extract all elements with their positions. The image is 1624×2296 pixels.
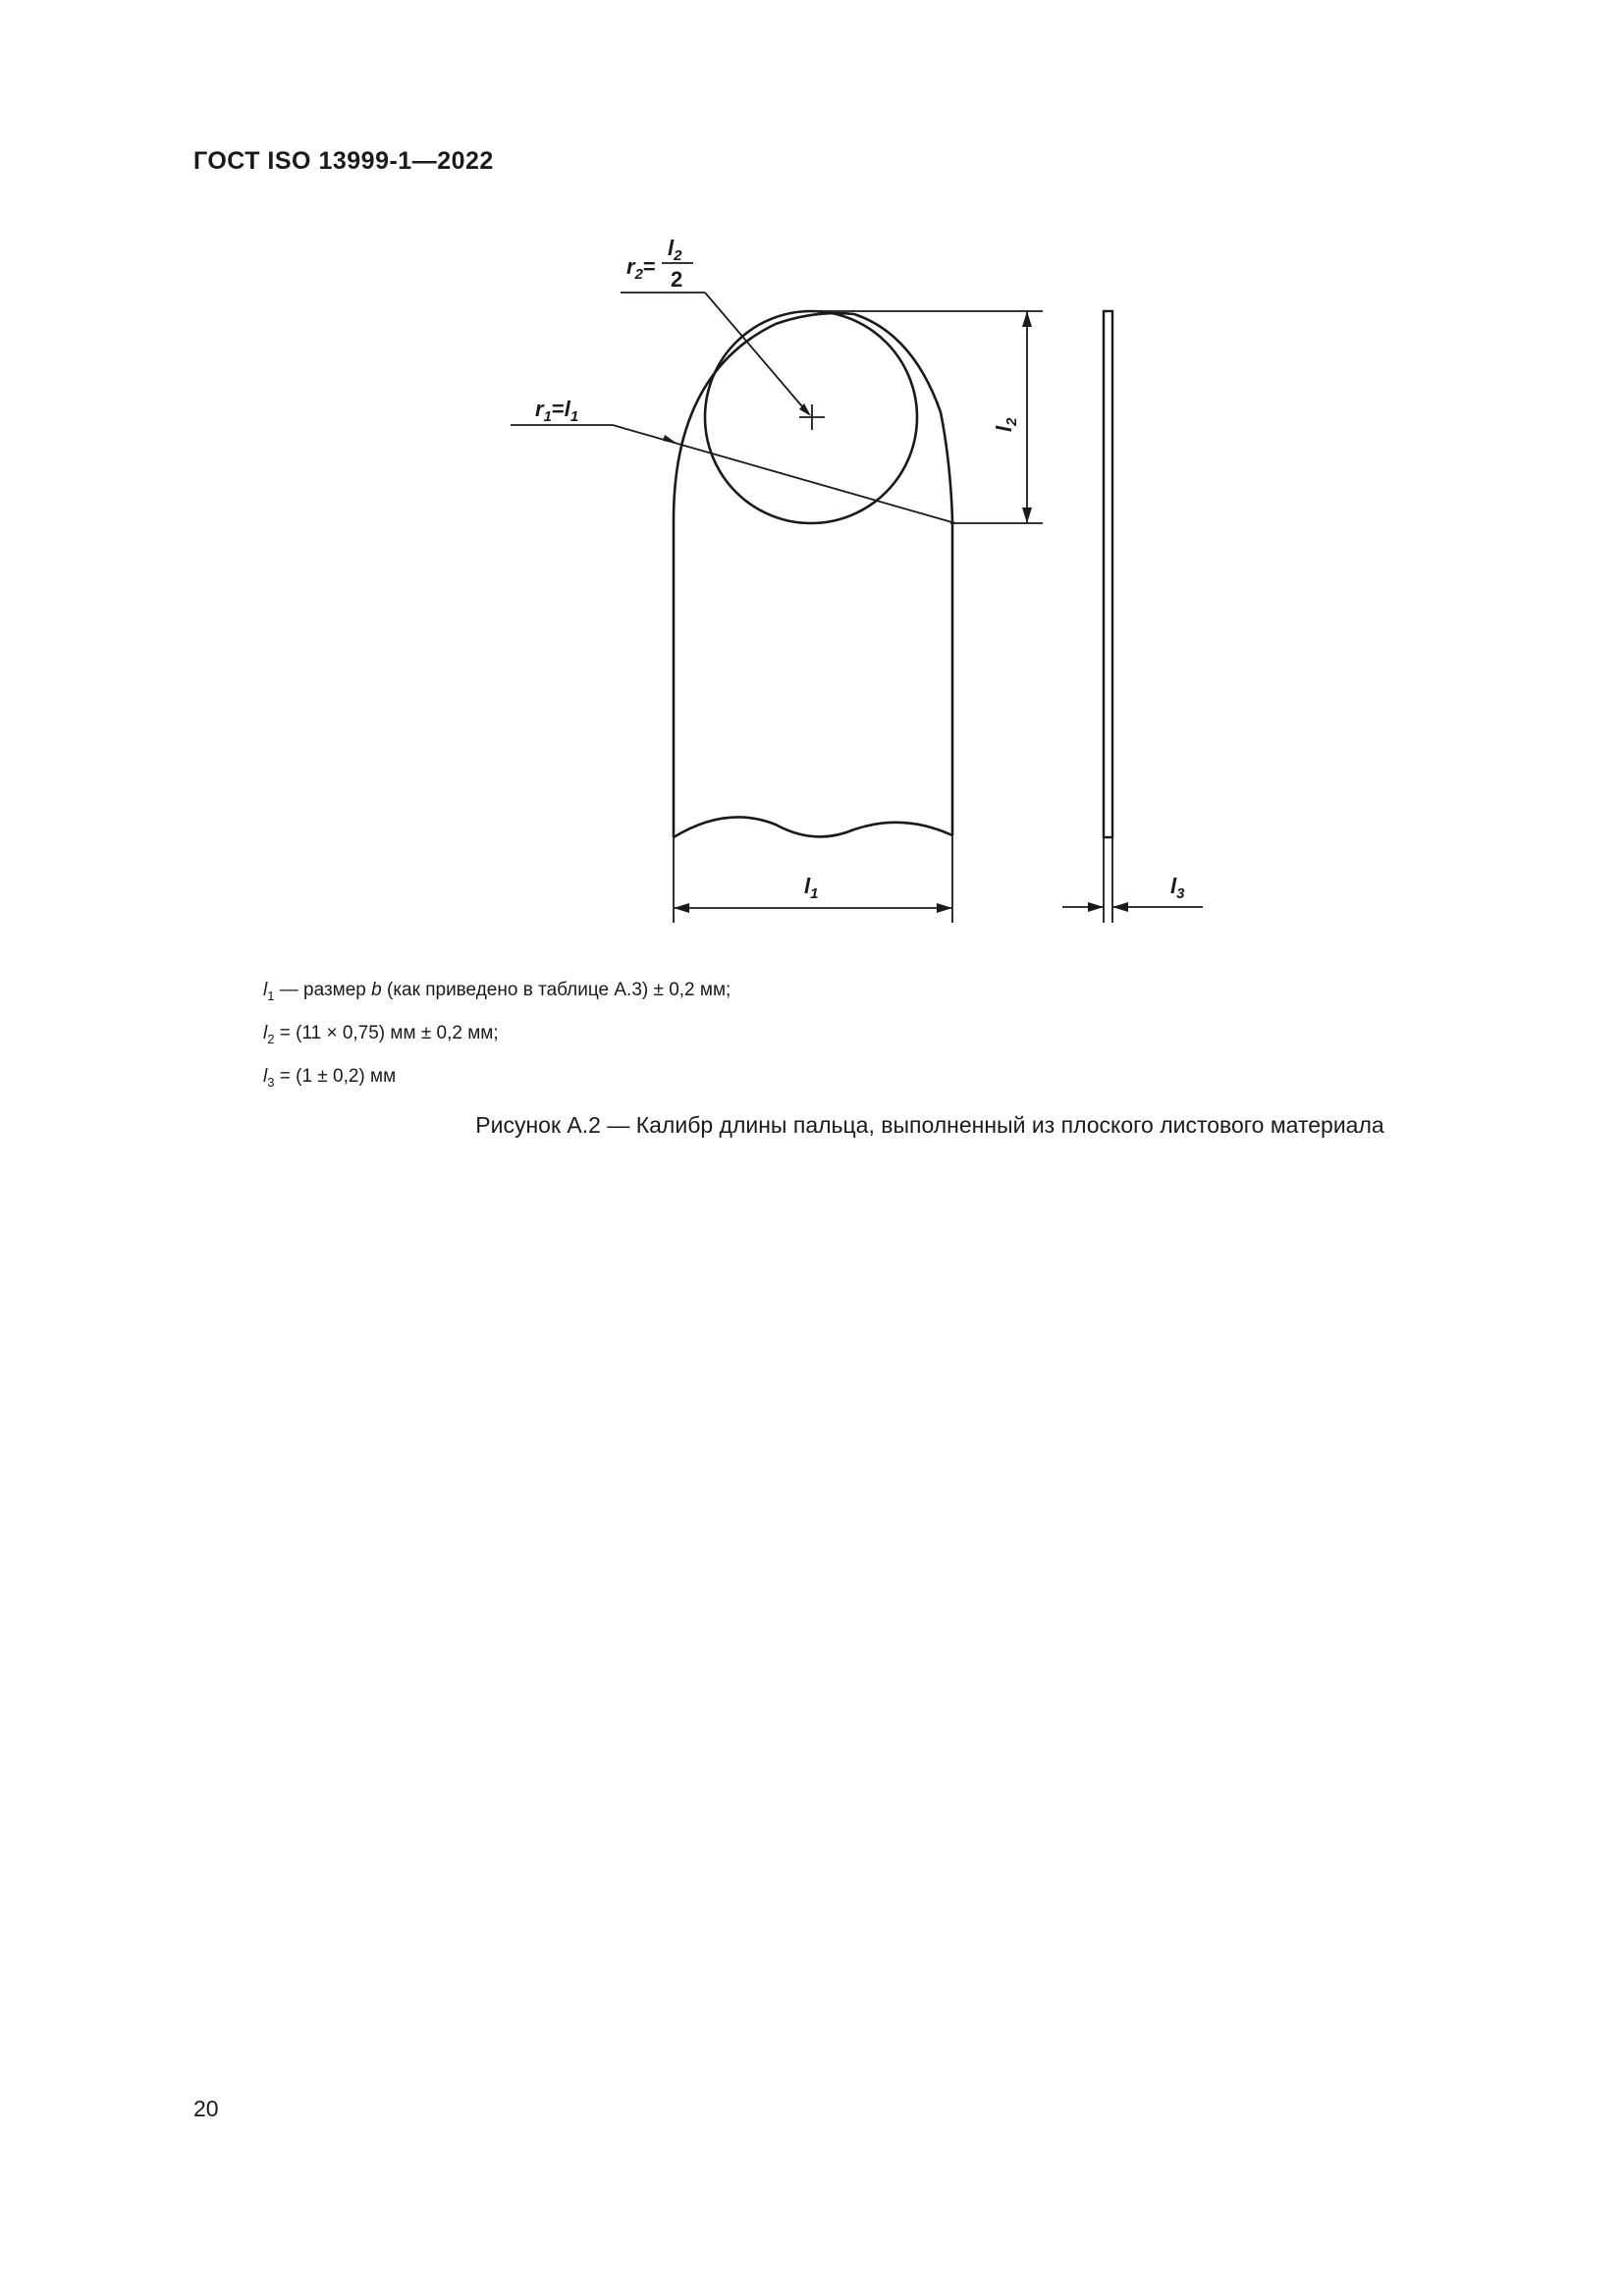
svg-text:l2 <box>992 417 1020 432</box>
dim-l3-sub: 3 <box>1176 885 1185 902</box>
page-number: 20 <box>193 2096 219 2121</box>
r1-label-sub: 1 <box>543 408 552 425</box>
l3-arrow-right <box>1112 902 1128 912</box>
legend-item-l2: $l_2 = (11 \times 0,75)$ мм ± 0,2 мм; <box>263 1023 499 1046</box>
svg-text:l2 <box>668 236 682 264</box>
r2-label: r <box>626 254 635 279</box>
dim-l2-label: l <box>992 425 1016 432</box>
legend-item-l3: $l_3 = (1 \pm 0,2)$ мм <box>263 1066 397 1090</box>
document-header: ГОСТ ISO 13999-1—2022 <box>193 147 494 175</box>
r2-frac-den: 2 <box>671 267 683 292</box>
r2-frac-num: l <box>668 236 675 260</box>
svg-text:l3 <box>1170 874 1185 902</box>
dim-l1-sub: 1 <box>810 885 819 902</box>
r2-eq: = <box>642 254 656 279</box>
r2-leader <box>705 293 807 412</box>
l2-arrow-top <box>1022 311 1032 327</box>
svg-text:r1=l1 <box>535 397 578 425</box>
svg-text:l1 <box>804 874 818 902</box>
r1-label: r <box>535 397 544 421</box>
l3-arrow-left <box>1088 902 1104 912</box>
figure-legend <box>263 972 731 1101</box>
svg-text:r2= <box>626 254 656 283</box>
r1-l1: l <box>564 397 570 421</box>
dim-l3-label: l <box>1170 874 1177 898</box>
figure-caption <box>0 1112 1624 1139</box>
break-line <box>674 817 952 837</box>
finger-length-gauge-figure <box>0 0 1624 942</box>
l1-arrow-right <box>937 903 952 913</box>
side-view-strip <box>1104 311 1112 837</box>
l1-arrow-left <box>674 903 689 913</box>
l2-arrow-bottom <box>1022 507 1032 523</box>
gauge-body-outline <box>674 313 952 837</box>
dim-l2-sub: 2 <box>1003 417 1020 426</box>
r2-frac-num-sub: 2 <box>674 247 682 264</box>
r1-eq: = <box>551 397 565 421</box>
legend-item-l1: $l_1$ — размер b (как приведено в таблице А.3) ± 0,2 мм; <box>263 980 731 1003</box>
r2-label-sub: 2 <box>634 266 643 283</box>
figure-caption-text: Рисунок А.2 — Калибр длины пальца, выполненный из плоского листового материала <box>475 1112 1384 1138</box>
dim-l1-label: l <box>804 874 811 898</box>
r1-l1-sub: 1 <box>569 408 579 425</box>
